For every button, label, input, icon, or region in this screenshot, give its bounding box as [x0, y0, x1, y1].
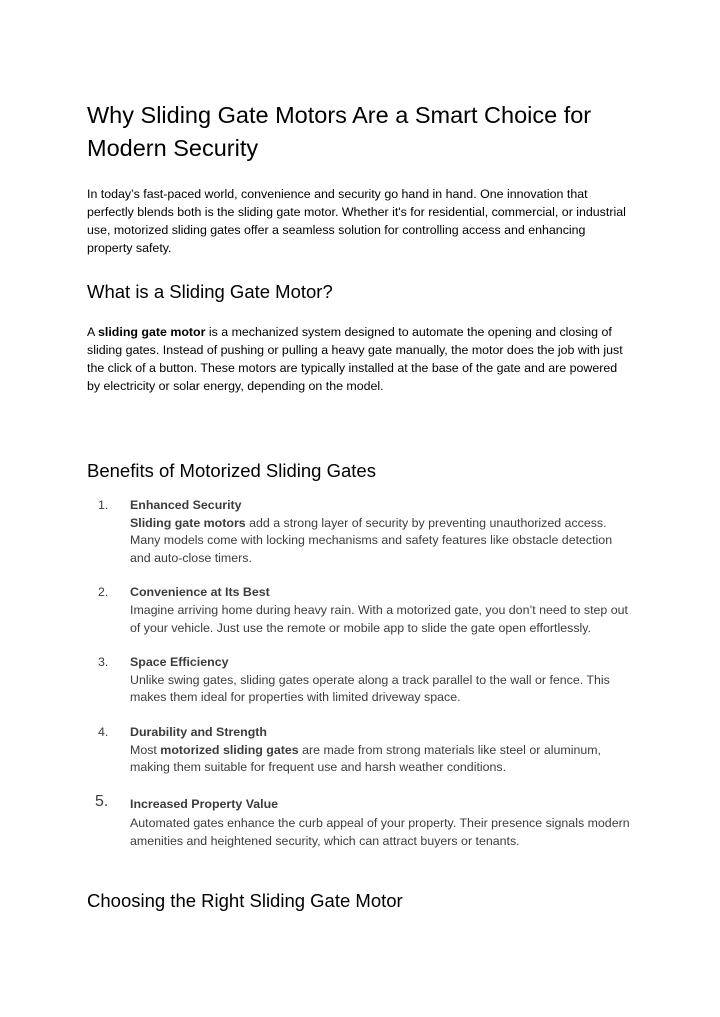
list-item-number: 5.	[95, 792, 109, 810]
document-page	[87, 99, 632, 913]
list-item	[87, 654, 632, 707]
list-item	[87, 497, 632, 567]
list-item-title: Increased Property Value	[130, 796, 279, 811]
list-item-text: Imagine arriving home during heavy rain. With a motorized gate, you don’t need to step out of your vehicle. Just use the remote or mobile app to slide the gate open effortlessly.	[130, 602, 628, 635]
list-item-title: Convenience at Its Best	[130, 585, 270, 600]
list-item	[87, 792, 632, 851]
list-item-text: Automated gates enhance the curb appeal of your property. Their presence signals modern amenities and heightened security, which can attract buyers or tenants.	[130, 816, 630, 848]
list-item-number: 3.	[98, 655, 109, 670]
intro-paragraph: In today’s fast-paced world, convenience and security go hand in hand. One innovation that perfectly blends both is the sliding gate motor. Whether it's for residential, commercial, or industrial use, motorized sliding gates offer a seamless solution for controlling access and enhancing property safety.	[87, 187, 626, 255]
what-paragraph	[87, 323, 632, 395]
list-item-text: add a strong layer of security by preventing unauthorized access. Many models come with locking mechanisms and safety features like obstacle detection and auto-close timers.	[130, 515, 613, 565]
what-prefix: A	[87, 325, 99, 339]
list-item-text: Unlike swing gates, sliding gates operate along a track parallel to the wall or fence. This makes them ideal for properties with limited driveway space.	[130, 672, 610, 705]
list-item-number: 2.	[98, 585, 109, 600]
list-item-body	[130, 742, 632, 777]
page-title: Why Sliding Gate Motors Are a Smart Choice for Modern Security	[87, 102, 592, 161]
list-item-title: Durability and Strength	[130, 724, 267, 739]
list-item	[87, 584, 632, 637]
list-item-lead: Most	[130, 742, 161, 757]
what-rest: is a mechanized system designed to automate the opening and closing of sliding gates. Instead of pushing or pulling a heavy gate manually, the motor does the job with just the click of a button. These motors are typically installed at the base of the gate and are powered by electricity or solar energy, depending on the model.	[87, 325, 623, 393]
list-item-body	[130, 815, 632, 850]
list-item-body	[130, 515, 632, 568]
list-item-number: 1.	[98, 498, 109, 512]
section-heading-what: What is a Sliding Gate Motor?	[87, 281, 333, 302]
list-item-text: are made from strong materials like steel or aluminum, making them suitable for frequent use and harsh weather conditions.	[130, 742, 601, 775]
list-item-title: Space Efficiency	[130, 655, 229, 670]
list-item-title: Enhanced Security	[130, 498, 242, 512]
list-item	[87, 724, 632, 777]
benefits-list	[87, 497, 632, 851]
section-heading-choosing: Choosing the Right Sliding Gate Motor	[87, 889, 403, 911]
section-heading-benefits: Benefits of Motorized Sliding Gates	[87, 460, 376, 481]
what-bold-term: sliding gate motor	[98, 325, 206, 339]
list-item-number: 4.	[98, 724, 109, 739]
list-item-body	[130, 602, 632, 637]
list-item-bold: Sliding gate motors	[130, 515, 246, 530]
list-item-body	[130, 672, 632, 707]
list-item-bold: motorized sliding gates	[160, 742, 299, 757]
